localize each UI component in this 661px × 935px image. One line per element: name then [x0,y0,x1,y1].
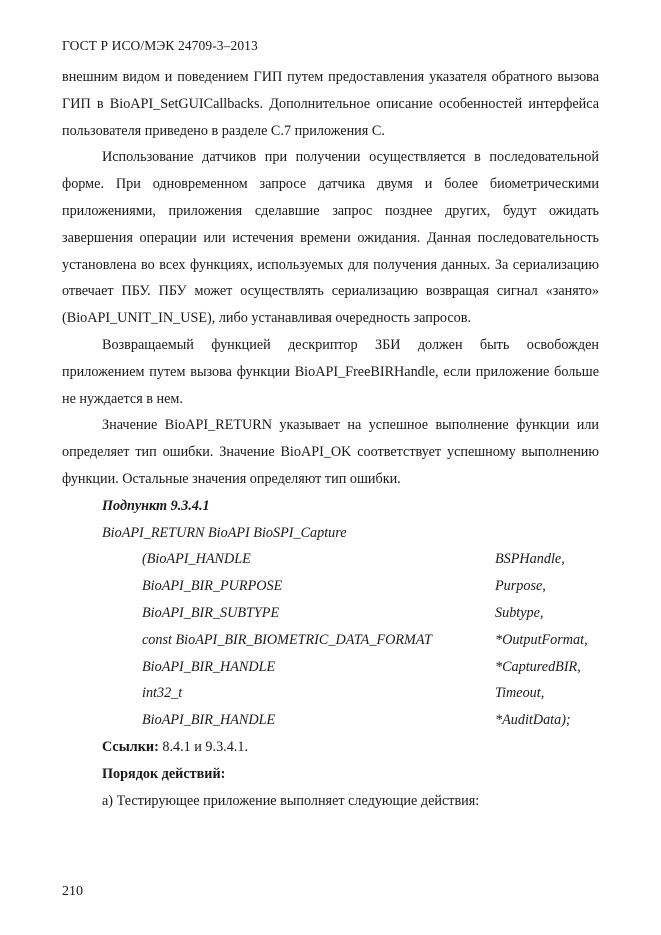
parameter-list [102,546,599,734]
procedure-title: Порядок действий: [102,765,226,782]
paragraph-bir-handle: Возвращаемый функцией дескриптор ЗБИ должен быть освобожден приложением путем вызова функции BioAPI_FreeBIRHandle, если приложение больше не нуждается в нем. [62,336,599,407]
parameter-type: int32_t [142,685,183,702]
parameter-type: BioAPI_BIR_SUBTYPE [142,604,280,621]
parameter-row [102,680,599,707]
function-signature: BioAPI_RETURN BioAPI BioSPI_Capture [102,524,347,541]
parameter-row [102,600,599,627]
parameter-name: BSPHandle, [495,551,565,568]
parameter-row [102,707,599,734]
paragraph-gui-callbacks: внешним видом и поведением ГИП путем предоставления указателя обратного вызова ГИП в BioAPI_SetGUICallbacks. Дополнительное описание особенностей интерфейса пользователя приведено в разделе C.7 приложения C. [62,69,599,139]
procedure-step: а) Тестирующее приложение выполняет следующие действия: [102,792,480,809]
paragraph-sensor-usage: Использование датчиков при получении осуществляется в последовательной форме. При одновременном запросе датчика двумя и более биометрическими приложениями, приложения сделавшие запрос позднее других, будут ожидать завершения операции или истечения времени ожидания. Данная последовательность установлена во всех функциях, используемых для получения данных. За сериализацию отвечает ПБУ. ПБУ может осуществлять сериализацию возвращая сигнал «занято» (BioAPI_UNIT_IN_USE), либо устанавливая очередность запросов. [62,149,599,327]
parameter-name: Timeout, [495,685,545,702]
parameter-name: *AuditData); [495,712,571,729]
parameter-type: BioAPI_BIR_PURPOSE [142,578,283,595]
page-number: 210 [62,884,83,899]
parameter-name: *OutputFormat, [495,631,588,648]
document-header: ГОСТ Р ИСО/МЭК 24709-3–2013 [62,38,258,53]
references-value: 8.4.1 и 9.3.4.1. [158,738,248,755]
parameter-type: const BioAPI_BIR_BIOMETRIC_DATA_FORMAT [142,631,432,648]
references-line [102,734,599,761]
parameter-row [102,654,599,681]
parameter-name: *CapturedBIR, [495,658,581,675]
parameter-name: Subtype, [495,604,544,621]
subclause-title: Подпункт 9.3.4.1 [102,497,210,514]
parameter-name: Purpose, [495,578,546,595]
paragraph-return-value: Значение BioAPI_RETURN указывает на успешное выполнение функции или определяет тип ошибки. Значение BioAPI_OK соответствует успешному выполнению функции. Остальные значения определяют тип ошибки. [62,417,599,487]
parameter-row [102,546,599,573]
references-label: Ссылки: [102,738,159,755]
parameter-row [102,573,599,600]
parameter-type: (BioAPI_HANDLE [142,551,251,568]
parameter-row [102,627,599,654]
parameter-type: BioAPI_BIR_HANDLE [142,658,276,675]
page-content [62,64,599,814]
parameter-type: BioAPI_BIR_HANDLE [142,712,276,729]
